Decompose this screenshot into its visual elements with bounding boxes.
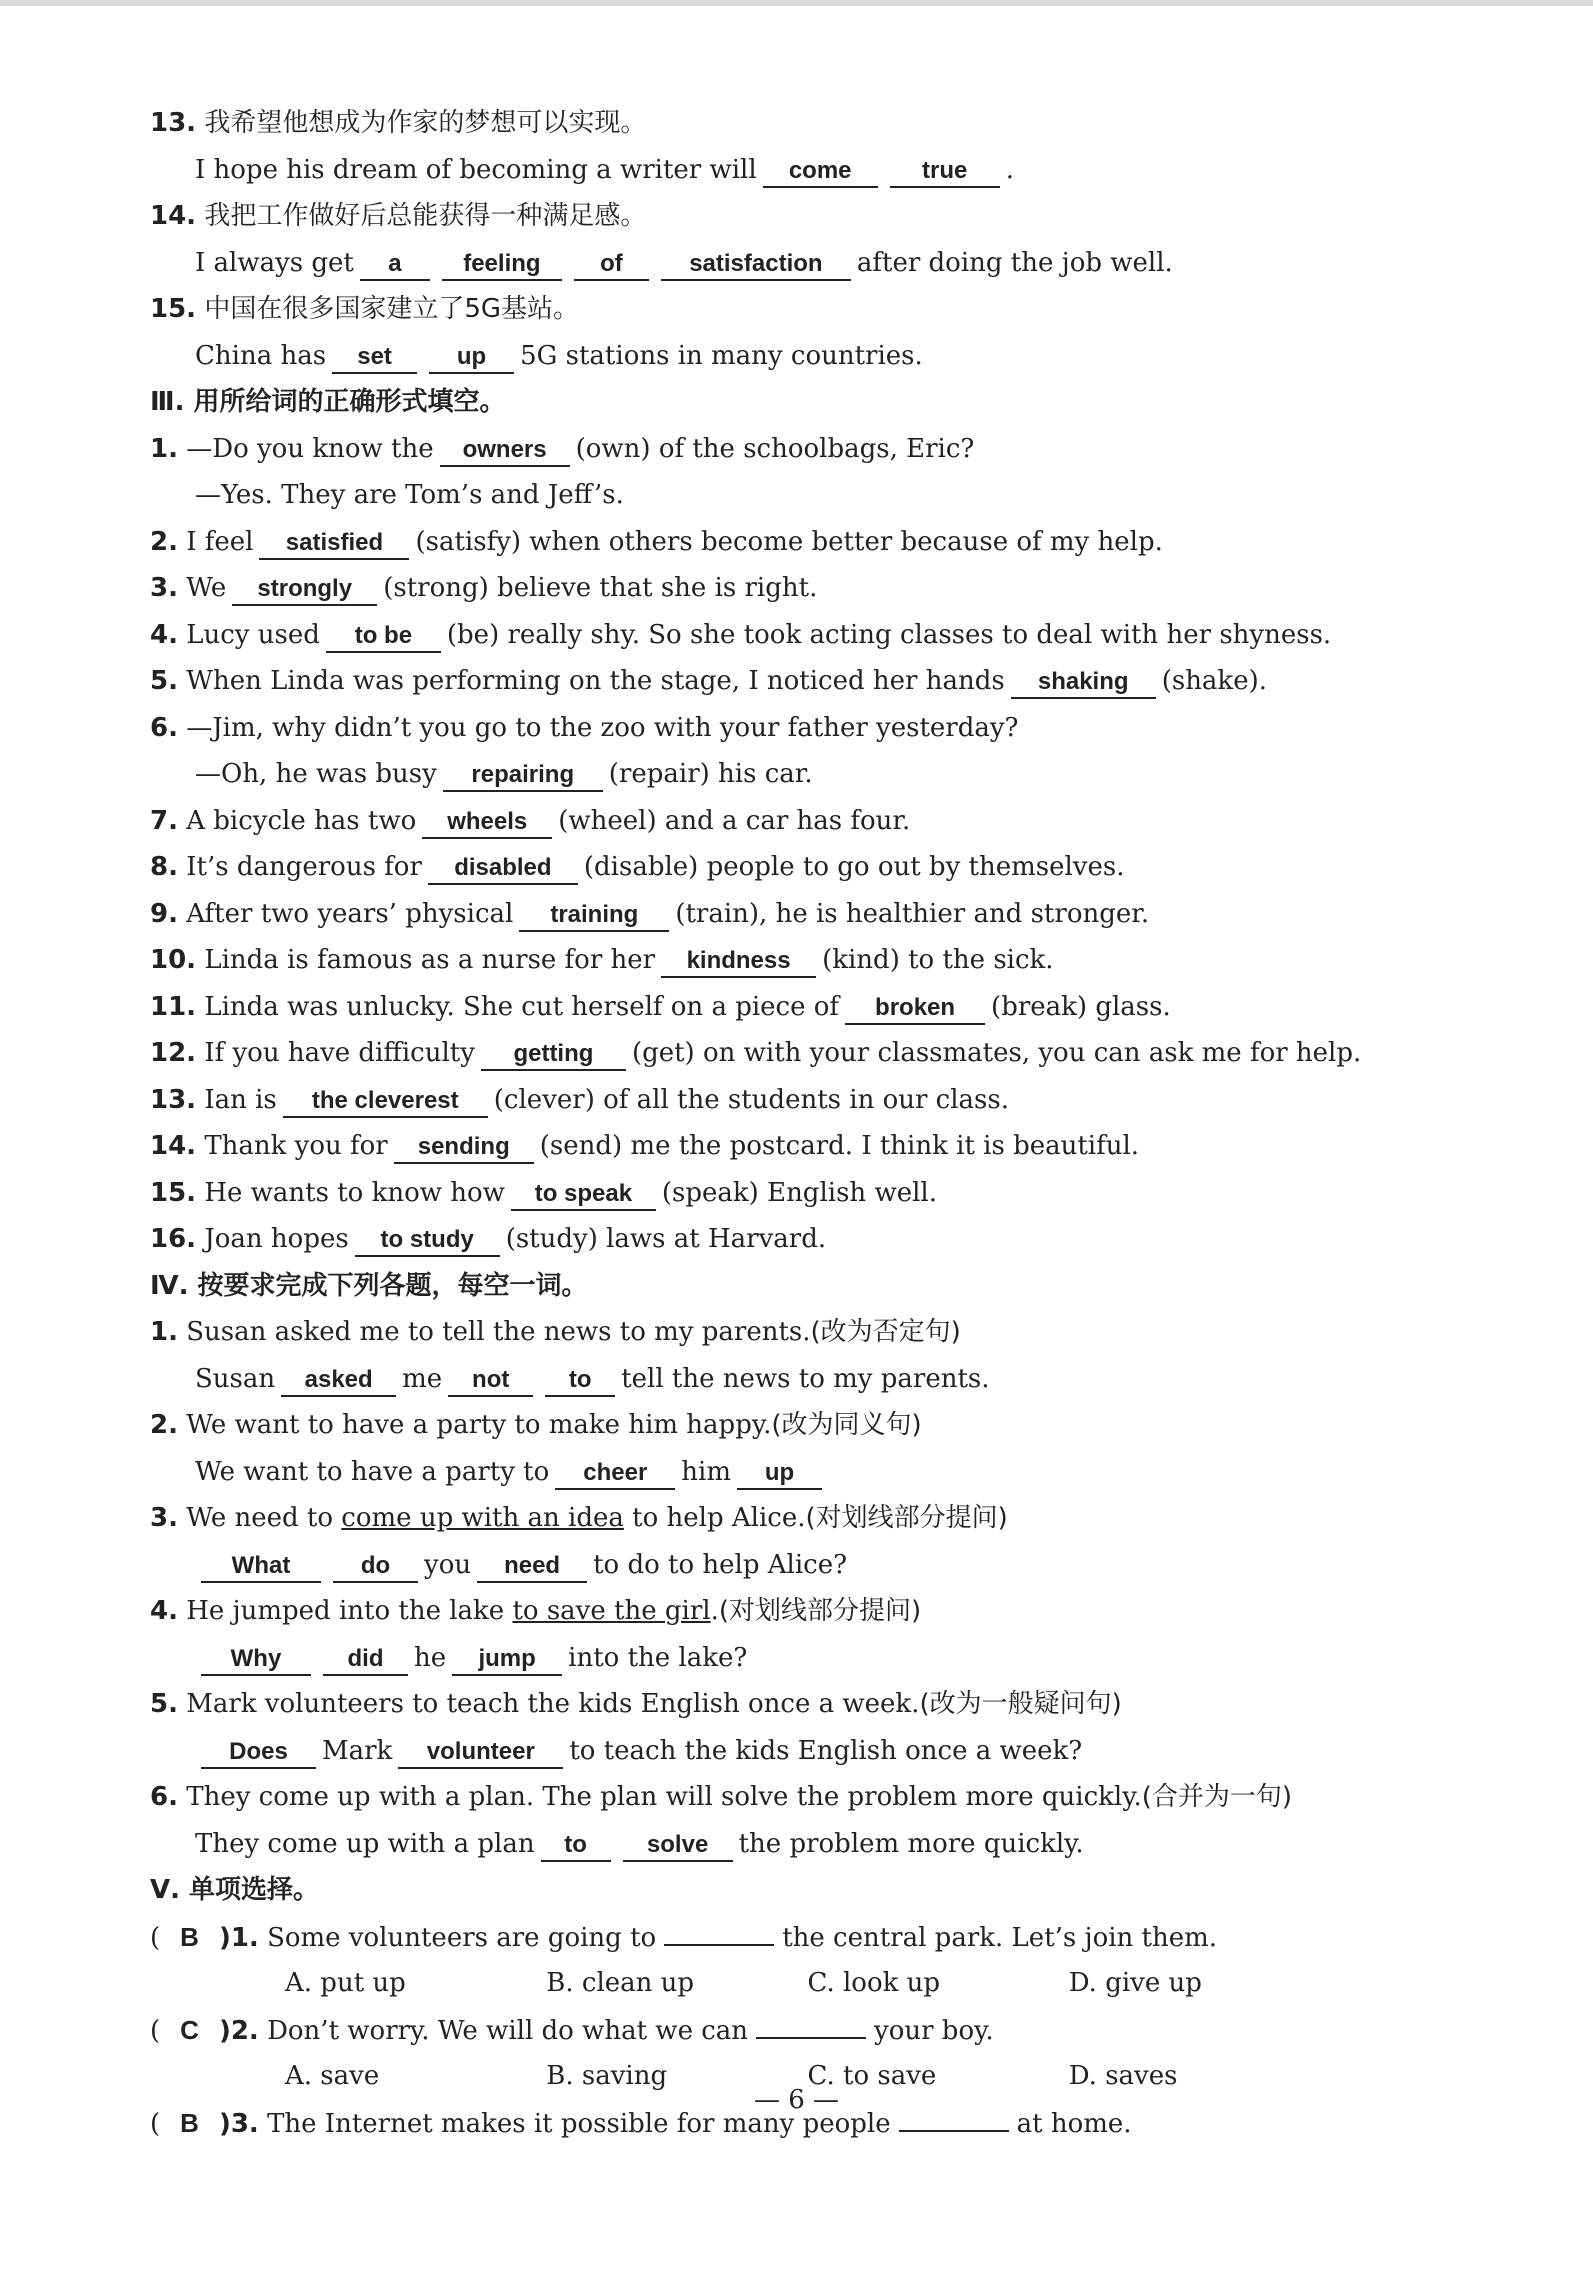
answer-blank: a bbox=[360, 249, 430, 281]
section-title: Ⅳ. 按要求完成下列各题，每空一词。 bbox=[150, 1270, 588, 1301]
question-line: 15. 中国在很多国家建立了5G基站。 bbox=[150, 294, 580, 324]
answer-line: Does Mark volunteer to teach the kids English once a week? bbox=[150, 1728, 1330, 1775]
mc-question: ( B )1. Some volunteers are going to the central park. Let’s join them. bbox=[150, 1914, 1330, 1961]
answer-blank: set bbox=[332, 342, 417, 374]
answer-line: Why did he jump into the lake? bbox=[150, 1635, 1330, 1682]
worksheet-page bbox=[150, 100, 1362, 2146]
answer-blank: Why bbox=[201, 1644, 311, 1676]
answer-blank: training bbox=[519, 900, 669, 932]
answer-blank: broken bbox=[845, 993, 985, 1025]
answer-blank: solve bbox=[623, 1830, 733, 1862]
question-line: 15. He wants to know how to speak (speak) English well. bbox=[150, 1170, 1330, 1217]
question-line: 1. Susan asked me to tell the news to my parents.(改为否定句) bbox=[150, 1317, 961, 1347]
question-line: 4. Lucy used to be (be) really shy. So she took acting classes to deal with her shyness. bbox=[150, 612, 1330, 659]
mc-answer: C bbox=[180, 2014, 199, 2045]
question-line: —Yes. They are Tom’s and Jeff’s. bbox=[195, 480, 624, 510]
question-line: 11. Linda was unlucky. She cut herself on a piece of broken (break) glass. bbox=[150, 984, 1330, 1031]
top-border bbox=[0, 0, 1593, 6]
answer-blank: shaking bbox=[1011, 667, 1156, 699]
answer-blank: up bbox=[429, 342, 514, 374]
answer-blank: to speak bbox=[511, 1179, 656, 1211]
question-line: 7. A bicycle has two wheels (wheel) and a car has four. bbox=[150, 798, 1330, 845]
empty-blank bbox=[664, 1916, 774, 1946]
answer-line: They come up with a plan to solve the problem more quickly. bbox=[150, 1821, 1330, 1868]
question-line: 14. Thank you for sending (send) me the postcard. I think it is beautiful. bbox=[150, 1123, 1330, 1170]
answer-blank: satisfaction bbox=[661, 249, 851, 281]
section-title: Ⅴ. 单项选择。 bbox=[150, 1875, 320, 1905]
answer-blank: owners bbox=[440, 435, 570, 467]
underlined-phrase: come up with an idea bbox=[341, 1503, 624, 1533]
answer-blank: up bbox=[737, 1458, 822, 1490]
answer-blank: the cleverest bbox=[283, 1086, 488, 1118]
question-line: 9. After two years’ physical training (train), he is healthier and stronger. bbox=[150, 891, 1330, 938]
answer-blank: of bbox=[574, 249, 649, 281]
answer-blank: come bbox=[763, 156, 878, 188]
answer-blank: to be bbox=[326, 621, 441, 653]
answer-blank: do bbox=[333, 1551, 418, 1583]
answer-blank: satisfied bbox=[259, 528, 409, 560]
answer-line: Susan asked me not to tell the news to my parents. bbox=[150, 1356, 1330, 1403]
mc-answer: B bbox=[180, 1921, 199, 1952]
answer-blank: getting bbox=[481, 1039, 626, 1071]
mc-question: ( B )3. The Internet makes it possible for many people at home. bbox=[150, 2100, 1330, 2147]
question-line: 4. He jumped into the lake to save the girl.(对划线部分提问) bbox=[150, 1596, 922, 1626]
mc-answer: B bbox=[180, 2107, 199, 2138]
answer-blank: did bbox=[323, 1644, 408, 1676]
question-line: 10. Linda is famous as a nurse for her kindness (kind) to the sick. bbox=[150, 937, 1330, 984]
question-line: 5. When Linda was performing on the stage, I noticed her hands shaking (shake). bbox=[150, 658, 1330, 705]
answer-line: China has set up 5G stations in many countries. bbox=[150, 333, 1330, 380]
question-line: 3. We need to come up with an idea to help Alice.(对划线部分提问) bbox=[150, 1503, 1008, 1533]
question-line: 12. If you have difficulty getting (get) on with your classmates, you can ask me for help. bbox=[150, 1030, 1330, 1077]
answer-blank: not bbox=[448, 1365, 533, 1397]
question-line: 2. We want to have a party to make him happy.(改为同义句) bbox=[150, 1410, 922, 1440]
question-line: 6. They come up with a plan. The plan will solve the problem more quickly.(合并为一句) bbox=[150, 1782, 1293, 1812]
page-number: — 6 — bbox=[753, 2085, 840, 2115]
answer-line: I always get a feeling of satisfaction after doing the job well. bbox=[150, 240, 1330, 287]
answer-blank: to bbox=[541, 1830, 611, 1862]
answer-blank: asked bbox=[281, 1365, 396, 1397]
question-line: 5. Mark volunteers to teach the kids English once a week.(改为一般疑问句) bbox=[150, 1689, 1122, 1719]
question-line: —Oh, he was busy repairing (repair) his car. bbox=[150, 751, 1330, 798]
mc-question: ( C )2. Don’t worry. We will do what we can your boy. bbox=[150, 2007, 1330, 2054]
answer-blank: cheer bbox=[555, 1458, 675, 1490]
answer-blank: to study bbox=[355, 1225, 500, 1257]
answer-line: I hope his dream of becoming a writer will come true . bbox=[150, 147, 1330, 194]
answer-line: What do you need to do to help Alice? bbox=[150, 1542, 1330, 1589]
answer-blank: wheels bbox=[422, 807, 552, 839]
answer-blank: feeling bbox=[442, 249, 562, 281]
answer-blank: What bbox=[201, 1551, 321, 1583]
answer-blank: jump bbox=[452, 1644, 562, 1676]
answer-blank: volunteer bbox=[398, 1737, 563, 1769]
question-line: 13. Ian is the cleverest (clever) of all the students in our class. bbox=[150, 1077, 1330, 1124]
answer-blank: true bbox=[890, 156, 1000, 188]
answer-blank: sending bbox=[394, 1132, 534, 1164]
section-title: Ⅲ. 用所给词的正确形式填空。 bbox=[150, 387, 506, 417]
answer-line: We want to have a party to cheer him up bbox=[150, 1449, 1330, 1496]
answer-blank: to bbox=[545, 1365, 615, 1397]
question-line: 3. We strongly (strong) believe that she is right. bbox=[150, 565, 1330, 612]
answer-blank: kindness bbox=[661, 946, 816, 978]
answer-blank: need bbox=[477, 1551, 587, 1583]
question-line: 16. Joan hopes to study (study) laws at Harvard. bbox=[150, 1216, 1330, 1263]
answer-blank: disabled bbox=[428, 853, 578, 885]
mc-options: A. save B. saving C. to save D. saves bbox=[285, 2061, 1178, 2091]
answer-blank: strongly bbox=[232, 574, 377, 606]
question-line: 6. —Jim, why didn’t you go to the zoo with your father yesterday? bbox=[150, 712, 1019, 743]
empty-blank bbox=[756, 2009, 866, 2039]
answer-blank: Does bbox=[201, 1737, 316, 1769]
question-line: 14. 我把工作做好后总能获得一种满足感。 bbox=[150, 201, 647, 231]
question-line: 8. It’s dangerous for disabled (disable) people to go out by themselves. bbox=[150, 844, 1330, 891]
question-line: 2. I feel satisfied (satisfy) when others become better because of my help. bbox=[150, 519, 1330, 566]
underlined-phrase: to save the girl bbox=[512, 1596, 711, 1626]
question-line: 13. 我希望他想成为作家的梦想可以实现。 bbox=[150, 108, 647, 138]
mc-options: A. put up B. clean up C. look up D. give up bbox=[285, 1968, 1202, 1998]
answer-blank: repairing bbox=[443, 760, 603, 792]
question-line: 1. —Do you know the owners (own) of the schoolbags, Eric? bbox=[150, 426, 1330, 473]
